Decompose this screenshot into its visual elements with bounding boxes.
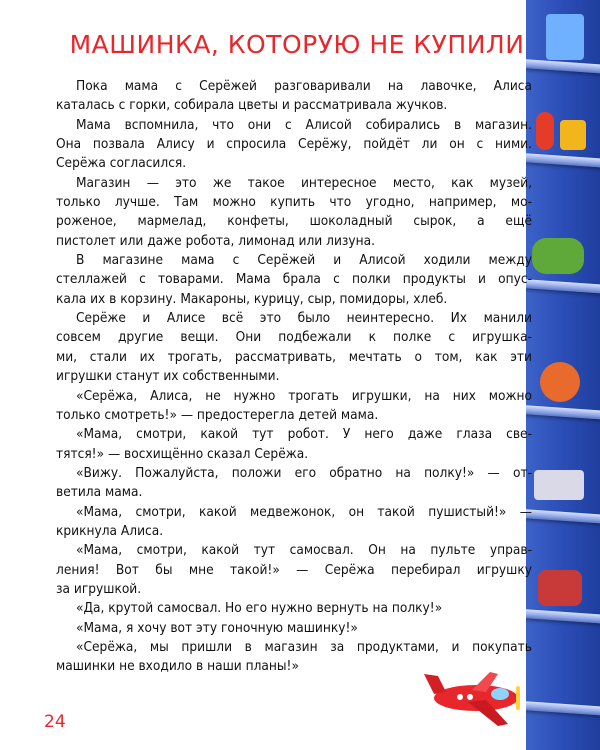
toy-shelf-illustration xyxy=(526,0,600,750)
text-line: «Мама, смотри, какой медвежонок, он такой пушистый!» — xyxy=(76,503,532,520)
text-line: «Мама, смотри, какой тут самосвал. Он на пульте управ- xyxy=(76,542,532,559)
shelf-toy xyxy=(538,570,582,606)
text-line: за игрушкой. xyxy=(56,580,142,597)
shelf-toy xyxy=(540,362,580,402)
text-line: «Серёжа, Алиса, не нужно трогать игрушки, на них можно xyxy=(76,387,532,404)
text-line: Она позвала Алису и спросила Серёжу, пойдёт ли он с ними. xyxy=(56,136,532,153)
shelf-toy xyxy=(536,112,554,150)
text-line: «Мама, смотри, какой тут робот. У него даже глаза све- xyxy=(76,426,532,443)
text-line: «Вижу. Пожалуйста, положи его обратно на полку!» — от- xyxy=(76,464,532,481)
shelf-plank xyxy=(526,279,600,295)
text-line: ления! Вот бы мне такой!» — Серёжа перебирал игрушку xyxy=(56,561,532,578)
text-line: крикнула Алиса. xyxy=(56,522,164,539)
shelf-plank xyxy=(526,509,600,525)
text-line: «Серёжа, мы пришли в магазин за продуктами, и покупать xyxy=(76,638,532,655)
text-line: Серёже и Алисе всё это было неинтересно. Их манили xyxy=(76,310,532,327)
text-line: В магазине мама с Серёжей и Алисой ходили между xyxy=(76,252,532,269)
shelf-toy xyxy=(534,470,584,500)
shelf-toy xyxy=(560,120,586,150)
page-number: 24 xyxy=(44,712,66,732)
text-line: ветила мама. xyxy=(56,484,143,501)
text-line: Магазин — это же такое интересное место, как музей, xyxy=(76,174,532,191)
text-line: Мама вспомнила, что они с Алисой собирались в магазин. xyxy=(76,116,532,133)
text-line: «Мама, я хочу вот эту гоночную машинку!» xyxy=(76,619,358,636)
plane-tail xyxy=(424,674,446,694)
text-line: кала их в корзину. Макароны, курицу, сыр, помидоры, хлеб. xyxy=(56,290,448,307)
shelf-plank xyxy=(526,59,600,75)
text-line: роженое, мармелад, конфеты, шоколадный сырок, а ещё xyxy=(56,213,532,230)
text-line: только лучше. Там можно купить что угодно, например, мо- xyxy=(56,194,532,211)
text-line: пистолет или даже робота, лимонад или лизуна. xyxy=(56,232,376,249)
text-line: Серёжа согласился. xyxy=(56,155,187,172)
text-line: только смотреть!» — предостерегла детей мама. xyxy=(56,406,379,423)
plane-propeller xyxy=(516,686,520,710)
text-line: Пока мама с Серёжей разговаривали на лавочке, Алиса xyxy=(76,78,532,94)
text-line: машинки не входило в наши планы!» xyxy=(56,658,299,675)
plane-window xyxy=(467,694,473,700)
text-line: совсем другие вещи. Они подбежали к полке с игрушка- xyxy=(56,329,532,346)
text-line: игрушки станут их собственными. xyxy=(56,368,280,385)
text-line: стеллажей с товарами. Мама брала с полки продукты и опус- xyxy=(56,271,532,288)
story-text xyxy=(56,77,532,677)
shelf-plank xyxy=(526,701,600,717)
text-line: тятся!» — восхищённо сказал Серёжа. xyxy=(56,445,309,462)
shelf-plank xyxy=(526,153,600,169)
page-title: МАШИНКА, КОТОРУЮ НЕ КУПИЛИ xyxy=(69,30,525,59)
plane-cockpit xyxy=(491,688,509,700)
text-line: каталась с горки, собирала цветы и рассматривала жучков. xyxy=(56,97,448,114)
shelf-plank xyxy=(526,405,600,421)
shelf-plank xyxy=(526,609,600,625)
plane-window xyxy=(457,694,463,700)
text-line: «Да, крутой самосвал. Но его нужно вернуть на полку!» xyxy=(76,600,443,617)
toy-plane-illustration xyxy=(420,664,526,728)
shelf-toy xyxy=(546,14,584,60)
text-line: ми, стали их трогать, рассматривать, мечтать о том, как эти xyxy=(56,348,532,365)
shelf-toy xyxy=(532,238,584,274)
